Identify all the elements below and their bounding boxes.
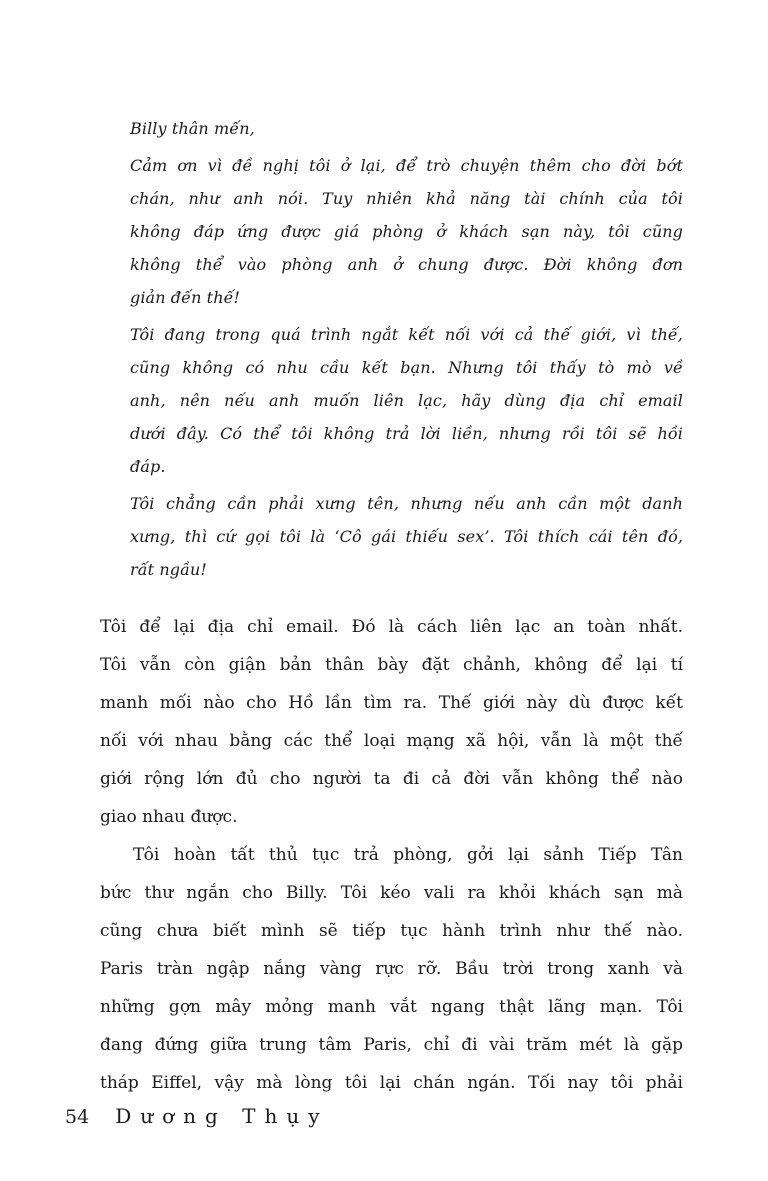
text-line: đáp. xyxy=(130,457,166,476)
paragraph xyxy=(130,318,683,483)
text-line: dưới đây. Có thể tôi không trả lời liền, nhưng rồi tôi sẽ hồi xyxy=(130,424,683,443)
text-line: Paris tràn ngập nắng vàng rực rỡ. Bầu trời trong xanh và xyxy=(100,959,683,979)
letter-quote-block xyxy=(130,112,683,586)
text-line: cũng chưa biết mình sẽ tiếp tục hành trình như thế nào. xyxy=(100,921,683,941)
text-line: tháp Eiffel, vậy mà lòng tôi lại chán ngán. Tối nay tôi phải xyxy=(100,1073,683,1093)
text-line: Tôi hoàn tất thủ tục trả phòng, gởi lại sảnh Tiếp Tân xyxy=(133,845,683,865)
body-text-block xyxy=(100,608,683,1102)
text-line: chán, như anh nói. Tuy nhiên khả năng tài chính của tôi xyxy=(130,189,683,208)
text-line: Tôi vẫn còn giận bản thân bày đặt chảnh, không để lại tí xyxy=(100,655,683,675)
text-line: anh, nên nếu anh muốn liên lạc, hãy dùng địa chỉ email xyxy=(130,391,683,410)
text-line: những gợn mây mỏng manh vắt ngang thật lãng mạn. Tôi xyxy=(100,997,683,1017)
text-line: giản đến thế! xyxy=(130,288,241,307)
text-line: xưng, thì cứ gọi tôi là ‘Cô gái thiếu sex’. Tôi thích cái tên đó, xyxy=(130,527,683,546)
page-number: 54 xyxy=(65,1106,90,1128)
text-line: đang đứng giữa trung tâm Paris, chỉ đi vài trăm mét là gặp xyxy=(100,1035,683,1055)
paragraph xyxy=(100,608,683,836)
paragraph xyxy=(130,487,683,586)
text-line: Tôi chẳng cần phải xưng tên, nhưng nếu anh cần một danh xyxy=(130,494,683,513)
text-line: giới rộng lớn đủ cho người ta đi cả đời vẫn không thể nào xyxy=(100,769,683,789)
letter-paragraphs xyxy=(130,149,683,586)
running-author-name: Dương Thụy xyxy=(115,1104,329,1128)
text-line: bức thư ngắn cho Billy. Tôi kéo vali ra khỏi khách sạn mà xyxy=(100,883,683,903)
text-line: nối với nhau bằng các thể loại mạng xã hội, vẫn là một thế xyxy=(100,731,683,751)
text-line: manh mối nào cho Hồ lần tìm ra. Thế giới này dù được kết xyxy=(100,693,683,713)
text-line: Cảm ơn vì đề nghị tôi ở lại, để trò chuyện thêm cho đời bớt xyxy=(130,156,683,175)
text-line: không thể vào phòng anh ở chung được. Đời không đơn xyxy=(130,255,683,274)
paragraph xyxy=(100,836,683,1102)
text-line: Tôi để lại địa chỉ email. Đó là cách liên lạc an toàn nhất. xyxy=(100,617,683,637)
text-line: Tôi đang trong quá trình ngắt kết nối với cả thế giới, vì thế, xyxy=(130,325,683,344)
paragraph xyxy=(130,149,683,314)
text-line: không đáp ứng được giá phòng ở khách sạn này, tôi cũng xyxy=(130,222,683,241)
letter-salutation: Billy thân mến, xyxy=(130,119,255,138)
page-footer xyxy=(65,1104,329,1128)
text-line: giao nhau được. xyxy=(100,807,238,827)
text-line: cũng không có nhu cầu kết bạn. Nhưng tôi thấy tò mò về xyxy=(130,358,683,377)
text-line: rất ngầu! xyxy=(130,560,207,579)
